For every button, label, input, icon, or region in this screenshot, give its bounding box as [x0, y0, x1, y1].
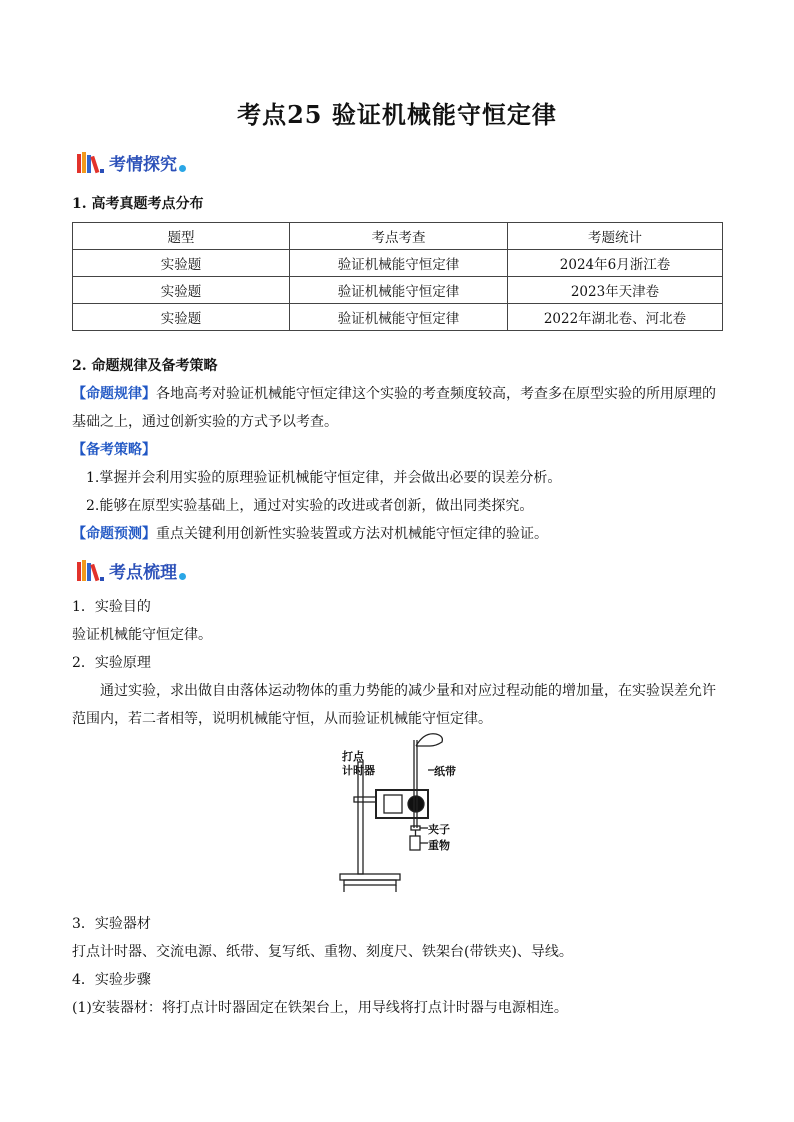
subheading-distribution: 1. 高考真题考点分布 [72, 196, 204, 212]
table-row [73, 277, 723, 304]
label-timer-2: 计时器 [342, 764, 375, 777]
table-cell: 2024年6月浙江卷 [508, 250, 723, 277]
paragraph-principle-cont: 范围内，若二者相等，说明机械能守恒，从而验证机械能守恒定律。 [72, 711, 492, 727]
table-cell: 2023年天津卷 [508, 277, 723, 304]
label-clip: 夹子 [428, 823, 450, 836]
dot-icon [179, 573, 186, 580]
rule-text: 各地高考对验证机械能守恒定律这个实验的考查频度较高，考查多在原型实验的所用原理的 [156, 386, 716, 402]
table-cell: 实验题 [73, 277, 290, 304]
heading-principle: 2．实验原理 [72, 655, 151, 671]
page-title: 考点25 验证机械能守恒定律 [237, 100, 557, 129]
paragraph-purpose: 验证机械能守恒定律。 [72, 627, 212, 643]
table-header: 考点考查 [290, 223, 508, 250]
strategy-item: 1.掌握并会利用实验的原理验证机械能守恒定律，并会做出必要的误差分析。 [86, 470, 562, 486]
section-label: 考点梳理 [109, 563, 177, 583]
table-cell: 验证机械能守恒定律 [290, 304, 508, 331]
section-header-points [76, 558, 186, 583]
predict-text: 重点关键利用创新性实验装置或方法对机械能守恒定律的验证。 [156, 526, 548, 542]
rule-text-cont: 基础之上，通过创新实验的方式予以考查。 [72, 414, 338, 430]
table-cell: 验证机械能守恒定律 [290, 250, 508, 277]
rule-paragraph [72, 380, 732, 408]
heading-equipment: 3．实验器材 [72, 916, 151, 932]
predict-tag: 【命题预测】 [72, 526, 156, 542]
subheading-strategy: 2. 命题规律及备考策略 [72, 358, 218, 374]
books-icon [76, 151, 106, 175]
paragraph-principle: 通过实验，求出做自由落体运动物体的重力势能的减少量和对应过程动能的增加量，在实验误差允许 [100, 683, 716, 699]
table-row [73, 250, 723, 277]
books-icon [76, 559, 106, 583]
section-label: 考情探究 [109, 155, 177, 175]
table-cell: 实验题 [73, 250, 290, 277]
table-cell: 2022年湖北卷、河北卷 [508, 304, 723, 331]
table-row [73, 304, 723, 331]
label-tape: 纸带 [434, 765, 456, 778]
table-header: 题型 [73, 223, 290, 250]
rule-tag: 【命题规律】 [72, 386, 156, 402]
strategy-tag: 【备考策略】 [72, 442, 156, 458]
table-cell: 实验题 [73, 304, 290, 331]
apparatus-figure [330, 730, 470, 900]
predict-paragraph [72, 520, 548, 548]
heading-purpose: 1．实验目的 [72, 599, 151, 615]
exam-table [72, 222, 723, 331]
paragraph-equipment: 打点计时器、交流电源、纸带、复写纸、重物、刻度尺、铁架台(带铁夹)、导线。 [72, 944, 573, 960]
strategy-item: 2.能够在原型实验基础上，通过对实验的改进或者创新，做出同类探究。 [86, 498, 534, 514]
table-header: 考题统计 [508, 223, 723, 250]
label-timer-1: 打点 [342, 750, 364, 763]
paragraph-step-1: (1)安装器材：将打点计时器固定在铁架台上，用导线将打点计时器与电源相连。 [72, 1000, 568, 1016]
table-header-row [73, 223, 723, 250]
label-weight: 重物 [428, 839, 450, 852]
section-header-exam [76, 150, 186, 175]
heading-steps: 4．实验步骤 [72, 972, 151, 988]
table-cell: 验证机械能守恒定律 [290, 277, 508, 304]
dot-icon [179, 165, 186, 172]
